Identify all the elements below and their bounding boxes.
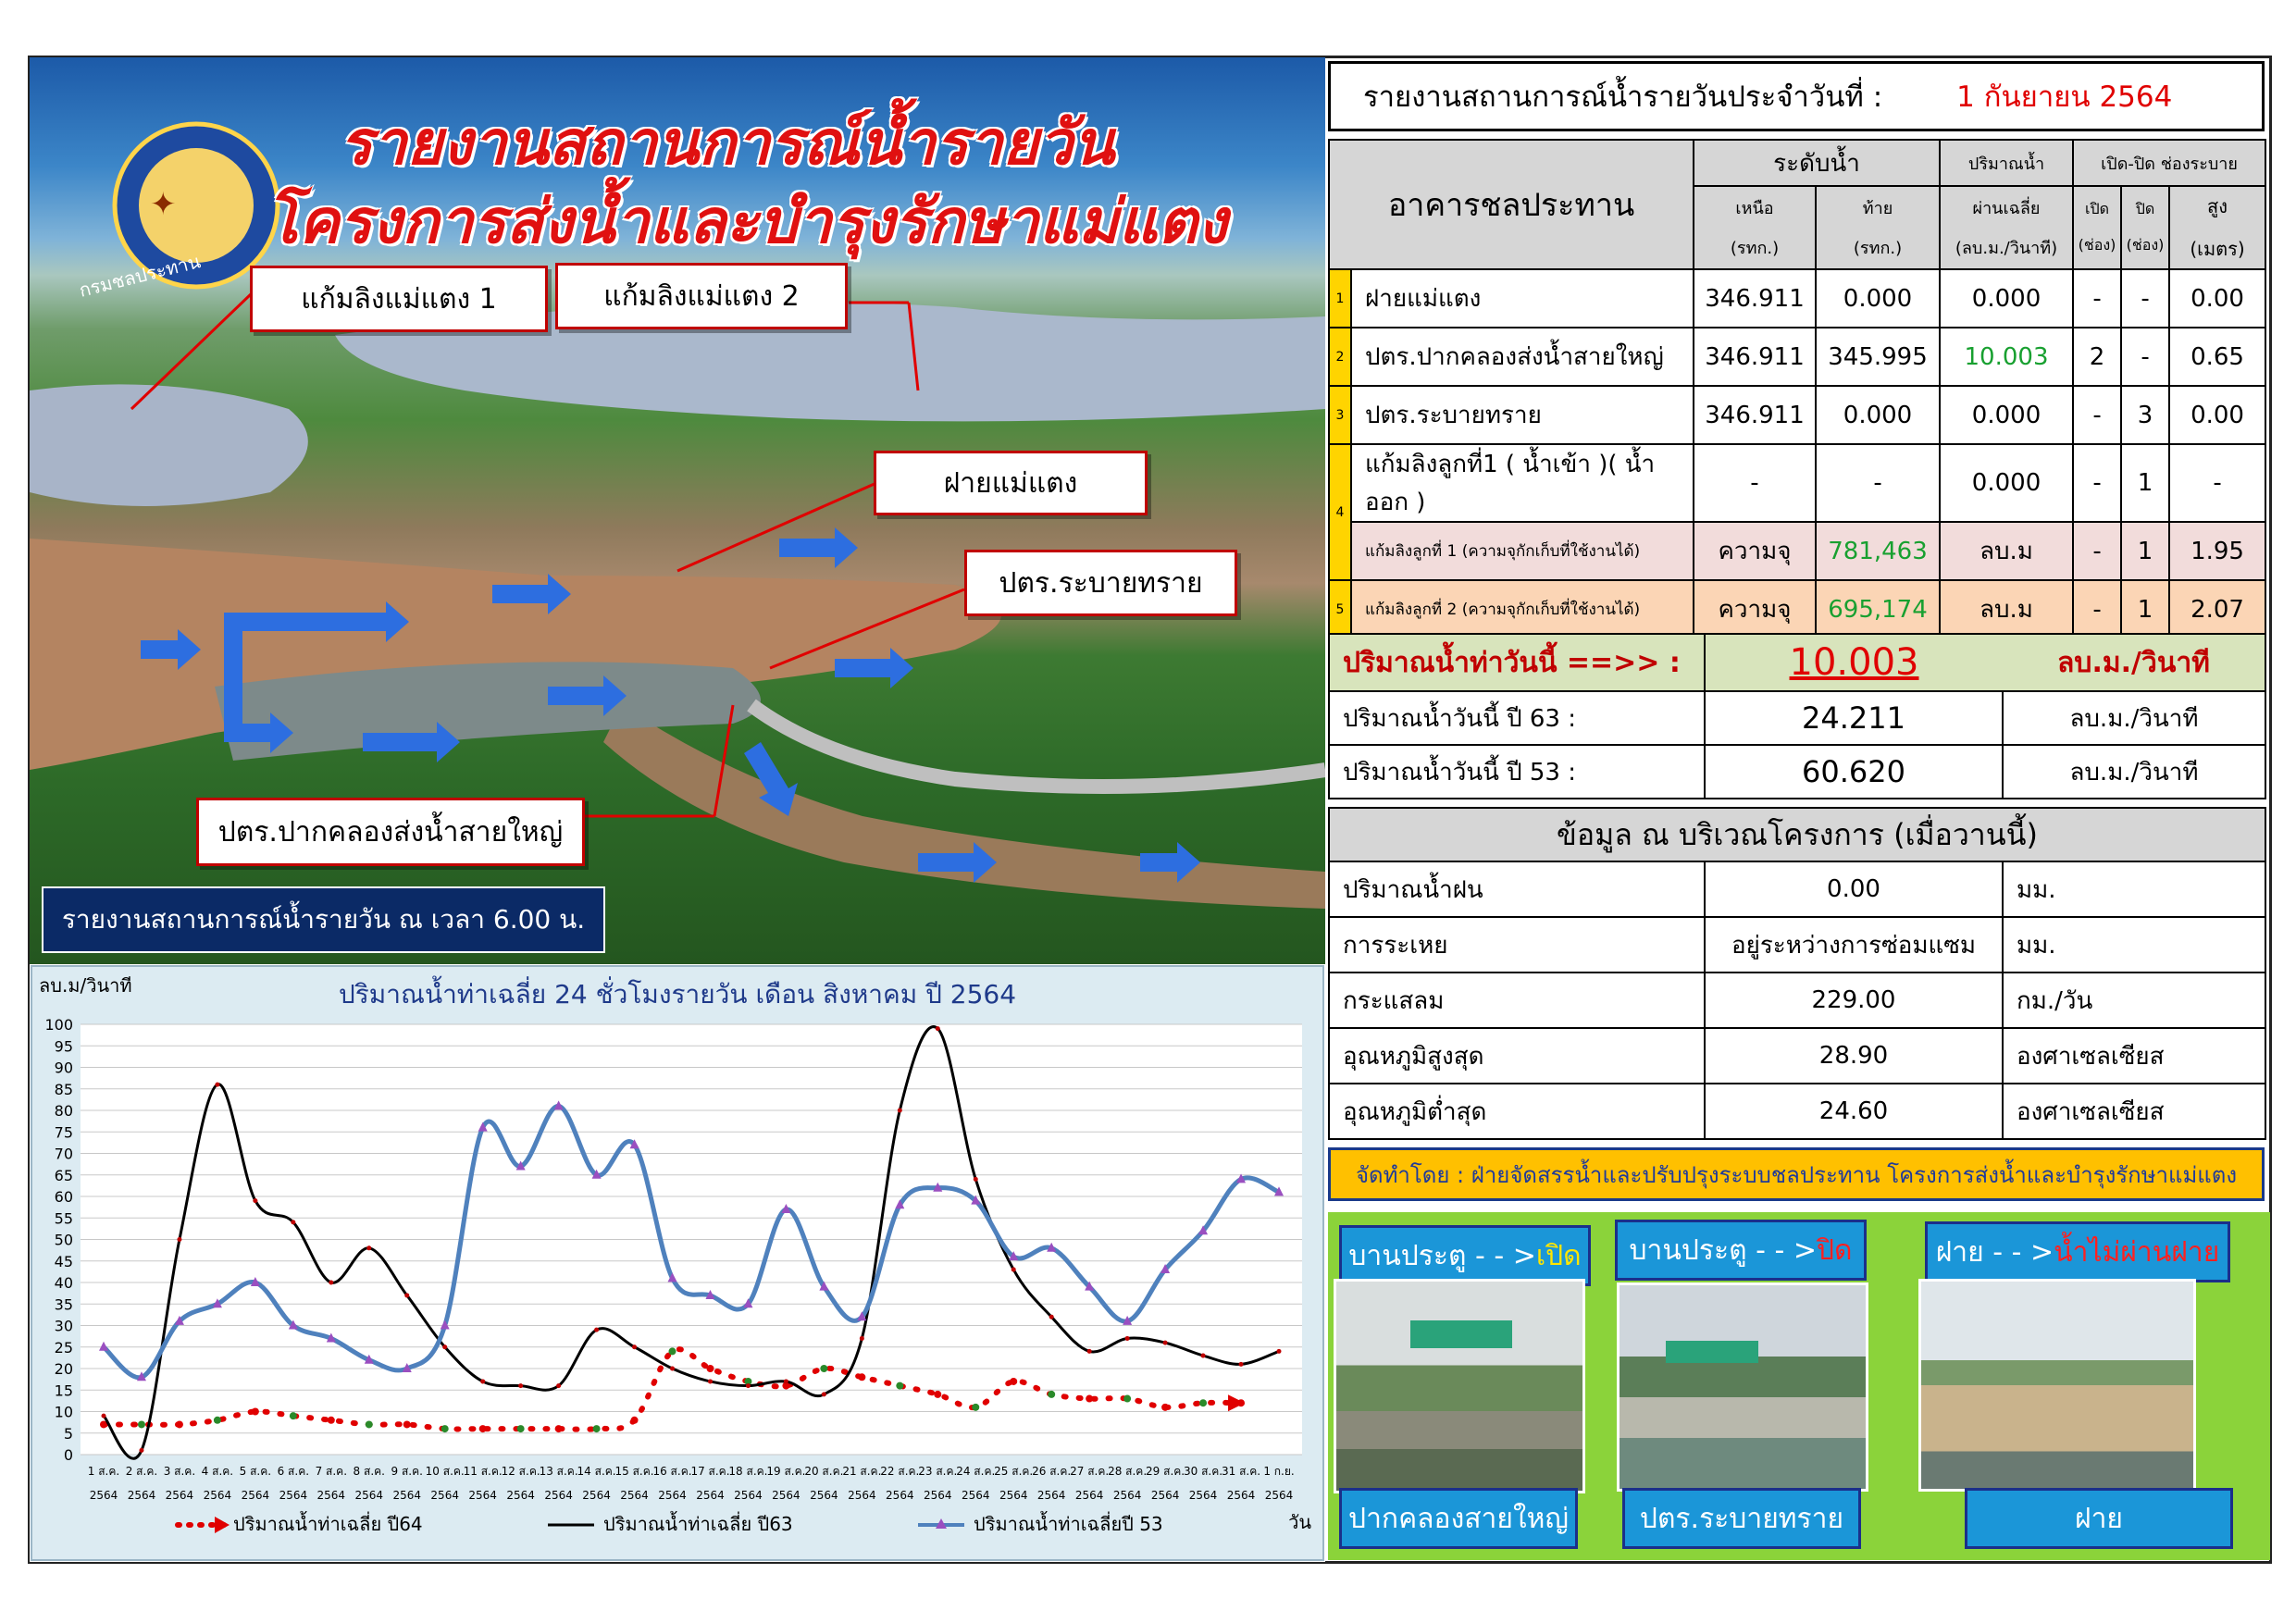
- x-tick-label: 30 ส.ค.: [1184, 1465, 1223, 1478]
- col-flow: ผ่านเฉลี่ย (ลบ.ม./วินาที): [1940, 186, 2073, 269]
- data-point-y63: [746, 1383, 751, 1388]
- x-tick-year: 2564: [506, 1489, 535, 1502]
- y-tick-label: 50: [54, 1231, 73, 1249]
- x-tick-year: 2564: [203, 1489, 232, 1502]
- data-point-y64: [1048, 1391, 1055, 1398]
- col-level: ระดับน้ำ: [1694, 140, 1940, 186]
- x-tick-label: 8 ส.ค.: [353, 1465, 385, 1478]
- x-tick-year: 2564: [1036, 1489, 1066, 1502]
- x-tick-label: 31 ส.ค.: [1221, 1465, 1261, 1478]
- data-point-y63: [784, 1379, 788, 1383]
- gate-table: [1328, 139, 2266, 639]
- y-tick-label: 75: [54, 1123, 73, 1142]
- x-tick-year: 2564: [165, 1489, 194, 1502]
- flow-chart: [30, 964, 1325, 1562]
- data-point-y63: [670, 1367, 675, 1371]
- label-lake-2: แก้มลิงแม่แตง 2: [555, 263, 848, 329]
- data-point-y64: [820, 1365, 827, 1372]
- today-unit: ลบ.ม./วินาที: [2003, 634, 2265, 691]
- data-point-y64: [1199, 1399, 1207, 1406]
- x-tick-label: 22 ส.ค.: [880, 1465, 920, 1478]
- data-point-y63: [177, 1237, 181, 1242]
- col-gate: เปิด-ปิด ช่องระบาย: [2073, 140, 2265, 186]
- x-tick-label: 18 ส.ค.: [728, 1465, 768, 1478]
- x-tick-year: 2564: [848, 1489, 876, 1502]
- y-tick-label: 45: [54, 1252, 73, 1270]
- prepared-by-banner: จัดทำโดย : ฝ่ายจัดสรรน้ำและปรับปรุงระบบชลประทาน โครงการส่งน้ำและบำรุงรักษาแม่แตง: [1328, 1147, 2265, 1201]
- x-tick-year: 2564: [1188, 1489, 1218, 1502]
- x-tick-year: 2564: [392, 1489, 422, 1502]
- data-point-y64: [403, 1420, 411, 1428]
- data-point-y64: [593, 1425, 601, 1432]
- data-point-y63: [1239, 1362, 1244, 1367]
- y-tick-label: 0: [63, 1446, 73, 1464]
- info-row: กระแสลม 229.00 กม./วัน: [1329, 973, 2265, 1028]
- y63-label: ปริมาณน้ำวันนี้ ปี 63 :: [1329, 691, 1705, 745]
- x-tick-year: 2564: [886, 1489, 914, 1502]
- data-point-y64: [555, 1425, 563, 1432]
- x-tick-year: 2564: [961, 1489, 990, 1502]
- legend-label: ปริมาณน้ำท่าเฉลี่ย ปี64: [233, 1513, 423, 1535]
- label-main-canal: ปตร.ปากคลองส่งน้ำสายใหญ่: [196, 798, 585, 866]
- data-point-y64: [1161, 1404, 1169, 1411]
- data-point-y63: [404, 1293, 409, 1297]
- today-value: 10.003: [1705, 634, 2003, 691]
- x-tick-label: 15 ส.ค.: [614, 1465, 654, 1478]
- y-tick-label: 5: [63, 1424, 73, 1443]
- data-point-y64: [290, 1412, 297, 1419]
- data-point-y63: [594, 1328, 599, 1332]
- col-building: อาคารชลประทาน: [1329, 140, 1694, 269]
- data-point-y64: [252, 1408, 259, 1416]
- info-row: อุณหภูมิต่ำสุด 24.60 องศาเซลเซียส: [1329, 1084, 2265, 1139]
- data-point-y63: [556, 1383, 561, 1388]
- x-tick-label: 21 ส.ค.: [842, 1465, 882, 1478]
- y-tick-label: 85: [54, 1080, 73, 1098]
- data-point-y64: [934, 1391, 941, 1398]
- data-point-y63: [215, 1083, 219, 1087]
- x-tick-year: 2564: [658, 1489, 687, 1502]
- x-tick-label: 1 ก.ย.: [1263, 1465, 1295, 1478]
- x-tick-year: 2564: [734, 1489, 763, 1502]
- y-tick-label: 30: [54, 1317, 73, 1335]
- x-tick-year: 2564: [1264, 1489, 1294, 1502]
- x-axis-label: วัน: [1288, 1511, 1311, 1533]
- label-weir: ฝายแม่แตง: [874, 451, 1148, 515]
- data-point-y63: [442, 1344, 447, 1349]
- today-label: ปริมาณน้ำท่าวันนี้ ==>> :: [1329, 634, 1705, 691]
- x-tick-label: 24 ส.ค.: [956, 1465, 996, 1478]
- data-point-y63: [1277, 1349, 1282, 1354]
- data-point-y63: [329, 1281, 333, 1285]
- x-tick-label: 1 ส.ค.: [87, 1465, 120, 1478]
- x-tick-year: 2564: [316, 1489, 346, 1502]
- x-tick-label: 11 ส.ค.: [463, 1465, 503, 1478]
- photo-sand-gate: [1617, 1282, 1868, 1492]
- data-point-y63: [366, 1245, 371, 1250]
- today-flow-table: [1328, 633, 2266, 799]
- data-point-y63: [860, 1336, 864, 1341]
- svg-text:✦: ✦: [150, 186, 177, 223]
- photo-weir: [1918, 1279, 2196, 1492]
- label-sand-gate: ปตร.ระบายทราย: [964, 550, 1237, 616]
- x-tick-label: 26 ส.ค.: [1032, 1465, 1072, 1478]
- data-point-y63: [1011, 1268, 1016, 1272]
- logo-text: กรมชลประทาน: [77, 250, 204, 302]
- data-point-y64: [138, 1420, 145, 1428]
- info-row: ปริมาณน้ำฝน 0.00 มม.: [1329, 861, 2265, 917]
- photo-title-line1: รายงานสถานการณ์น้ำรายวัน: [340, 106, 1115, 179]
- data-point-y64: [366, 1420, 373, 1428]
- data-point-y63: [518, 1383, 523, 1388]
- data-point-y63: [1049, 1315, 1054, 1319]
- col-height: สูง (เมตร): [2169, 186, 2265, 269]
- data-point-y63: [974, 1177, 978, 1182]
- data-point-y63: [1087, 1349, 1092, 1354]
- x-tick-label: 7 ส.ค.: [315, 1465, 348, 1478]
- data-point-y63: [822, 1392, 826, 1396]
- table-row: แก้มลิงลูกที่ 1 (ความจุกักเก็บที่ใช้งานได้) ความจุ 781,463 ลบ.ม - 1 1.95: [1329, 522, 2265, 580]
- y-tick-label: 60: [54, 1188, 73, 1206]
- x-tick-label: 19 ส.ค.: [766, 1465, 806, 1478]
- data-point-y64: [1010, 1378, 1017, 1385]
- y-tick-label: 90: [54, 1059, 73, 1077]
- data-point-y63: [708, 1379, 713, 1383]
- y-axis-label: ลบ.ม/วินาที: [39, 974, 132, 997]
- y-tick-label: 15: [54, 1381, 73, 1400]
- data-point-y63: [632, 1344, 637, 1349]
- data-point-y63: [936, 1026, 940, 1031]
- legend-label: ปริมาณน้ำท่าเฉลี่ยปี 53: [974, 1513, 1163, 1535]
- x-tick-year: 2564: [1150, 1489, 1180, 1502]
- data-point-y64: [631, 1417, 639, 1424]
- project-info-title: ข้อมูล ณ บริเวณโครงการ (เมื่อวานนี้): [1329, 808, 2265, 861]
- data-point-y64: [328, 1417, 335, 1424]
- x-tick-year: 2564: [354, 1489, 384, 1502]
- data-point-y64: [214, 1417, 221, 1424]
- y-tick-label: 25: [54, 1338, 73, 1357]
- x-tick-year: 2564: [582, 1489, 611, 1502]
- label-lake-1: แก้มลิงแม่แตง 1: [250, 266, 548, 332]
- report-title: รายงานสถานการณ์น้ำรายวันประจำวันที่ :: [1363, 81, 1883, 114]
- photo-title-line2: โครงการส่งน้ำและบำรุงรักษาแม่แตง: [266, 185, 1228, 257]
- legend-label: ปริมาณน้ำท่าเฉลี่ย ปี63: [603, 1513, 793, 1535]
- x-tick-label: 4 ส.ค.: [201, 1465, 234, 1478]
- aerial-photo: [30, 57, 1325, 964]
- y-tick-label: 65: [54, 1166, 73, 1184]
- x-tick-label: 10 ส.ค.: [425, 1465, 465, 1478]
- data-point-y64: [706, 1365, 714, 1372]
- x-tick-year: 2564: [430, 1489, 459, 1502]
- x-tick-label: 27 ส.ค.: [1070, 1465, 1110, 1478]
- y-tick-label: 95: [54, 1037, 73, 1056]
- table-row: 2 ปตร.ปากคลองส่งน้ำสายใหญ่ 346.911 345.995 10.003 2 - 0.65: [1329, 328, 2265, 386]
- x-tick-label: 23 ส.ค.: [918, 1465, 958, 1478]
- project-info-table: [1328, 807, 2266, 1140]
- data-point-y63: [898, 1109, 902, 1113]
- x-tick-year: 2564: [1226, 1489, 1256, 1502]
- data-point-y64: [441, 1425, 449, 1432]
- caption-weir: ฝาย: [1965, 1488, 2233, 1549]
- status-panel: [1328, 1212, 2270, 1560]
- info-row: การระเหย อยู่ระหว่างการซ่อมแซม มม.: [1329, 917, 2265, 973]
- y63-value: 24.211: [1705, 691, 2003, 745]
- y-tick-label: 10: [54, 1403, 73, 1421]
- x-tick-label: 16 ส.ค.: [652, 1465, 692, 1478]
- caption-sand-gate: ปตร.ระบายทราย: [1622, 1488, 1861, 1549]
- x-tick-year: 2564: [810, 1489, 838, 1502]
- table-row: 4 แก้มลิงลูกที่1 ( น้ำเข้า )( น้ำออก ) - - 0.000 - 1 -: [1329, 444, 2265, 522]
- x-tick-label: 29 ส.ค.: [1146, 1465, 1185, 1478]
- report-title-box: [1328, 61, 2265, 131]
- data-point-y64: [176, 1420, 183, 1428]
- photo-main-canal: [1334, 1279, 1585, 1493]
- col-down: ท้าย (รทก.): [1816, 186, 1940, 269]
- y-tick-label: 40: [54, 1274, 73, 1292]
- data-point-y63: [480, 1379, 485, 1383]
- data-point-y63: [1125, 1336, 1130, 1341]
- y-tick-label: 35: [54, 1295, 73, 1314]
- x-tick-label: 5 ส.ค.: [239, 1465, 272, 1478]
- x-tick-year: 2564: [924, 1489, 952, 1502]
- info-row: อุณหภูมิสูงสุด 28.90 องศาเซลเซียส: [1329, 1028, 2265, 1084]
- gate1-status: บานประตู - - > เปิด: [1339, 1225, 1591, 1286]
- x-tick-year: 2564: [1112, 1489, 1142, 1502]
- x-tick-label: 12 ส.ค.: [501, 1465, 540, 1478]
- table-row: 5 แก้มลิงลูกที่ 2 (ความจุกักเก็บที่ใช้งานได้) ความจุ 695,174 ลบ.ม - 1 2.07: [1329, 580, 2265, 638]
- data-point-y64: [669, 1347, 676, 1355]
- data-point-y64: [896, 1382, 903, 1390]
- weir-status: ฝาย - - > น้ำไม่ผ่านฝาย: [1925, 1221, 2230, 1282]
- x-tick-label: 9 ส.ค.: [391, 1465, 423, 1478]
- table-row: 3 ปตร.ระบายทราย 346.911 0.000 0.000 - 3 0.00: [1329, 386, 2265, 444]
- y-tick-label: 20: [54, 1360, 73, 1378]
- y-tick-label: 80: [54, 1102, 73, 1120]
- x-tick-year: 2564: [696, 1489, 725, 1502]
- data-point-y63: [253, 1198, 257, 1203]
- y-tick-label: 70: [54, 1145, 73, 1163]
- data-point-y63: [1163, 1341, 1168, 1345]
- caption-main-canal: ปากคลองสายใหญ่: [1339, 1488, 1578, 1549]
- data-point-y64: [1086, 1395, 1093, 1403]
- y53-label: ปริมาณน้ำวันนี้ ปี 53 :: [1329, 745, 1705, 799]
- x-tick-label: 2 ส.ค.: [125, 1465, 158, 1478]
- x-tick-year: 2564: [1074, 1489, 1104, 1502]
- x-tick-label: 28 ส.ค.: [1108, 1465, 1148, 1478]
- x-tick-label: 17 ส.ค.: [690, 1465, 730, 1478]
- x-tick-year: 2564: [89, 1489, 118, 1502]
- x-tick-label: 13 ส.ค.: [539, 1465, 578, 1478]
- data-point-y63: [102, 1414, 106, 1419]
- x-tick-year: 2564: [620, 1489, 649, 1502]
- x-tick-year: 2564: [468, 1489, 497, 1502]
- gate2-status: บานประตู - - > ปิด: [1615, 1220, 1867, 1281]
- x-tick-year: 2564: [279, 1489, 308, 1502]
- x-tick-year: 2564: [772, 1489, 800, 1502]
- chart-title: ปริมาณน้ำท่าเฉลี่ย 24 ชั่วโมงรายวัน เดือน สิงหาคม ปี 2564: [338, 979, 1017, 1010]
- x-tick-label: 25 ส.ค.: [994, 1465, 1034, 1478]
- y-tick-label: 100: [44, 1016, 73, 1034]
- col-open: เปิด (ช่อง): [2073, 186, 2121, 269]
- col-flow-1: ปริมาณน้ำ: [1940, 140, 2073, 186]
- report-date: 1 กันยายน 2564: [1956, 81, 2173, 114]
- col-close: ปิด (ช่อง): [2121, 186, 2169, 269]
- x-tick-label: 3 ส.ค.: [163, 1465, 196, 1478]
- x-tick-year: 2564: [127, 1489, 156, 1502]
- flow-chart-svg: [30, 964, 1325, 1562]
- x-tick-label: 20 ส.ค.: [804, 1465, 844, 1478]
- y-tick-label: 55: [54, 1209, 73, 1228]
- x-tick-label: 14 ส.ค.: [577, 1465, 616, 1478]
- col-up: เหนือ (รทก.): [1694, 186, 1816, 269]
- y53-value: 60.620: [1705, 745, 2003, 799]
- x-tick-label: 6 ส.ค.: [277, 1465, 310, 1478]
- data-point-y63: [1201, 1354, 1206, 1358]
- data-point-y64: [1123, 1395, 1131, 1403]
- x-tick-year: 2564: [544, 1489, 573, 1502]
- data-point-y64: [858, 1373, 865, 1381]
- data-point-y63: [291, 1220, 295, 1224]
- x-tick-year: 2564: [999, 1489, 1028, 1502]
- y63-unit: ลบ.ม./วินาที: [2003, 691, 2265, 745]
- data-point-y63: [139, 1448, 143, 1453]
- y53-unit: ลบ.ม./วินาที: [2003, 745, 2265, 799]
- table-row: 1 ฝายแม่แตง 346.911 0.000 0.000 - - 0.00: [1329, 269, 2265, 328]
- x-tick-year: 2564: [241, 1489, 270, 1502]
- report-time-box: รายงานสถานการณ์น้ำรายวัน ณ เวลา 6.00 น.: [42, 886, 605, 953]
- data-point-y64: [479, 1425, 487, 1432]
- data-point-y64: [972, 1404, 979, 1411]
- data-point-y64: [517, 1425, 525, 1432]
